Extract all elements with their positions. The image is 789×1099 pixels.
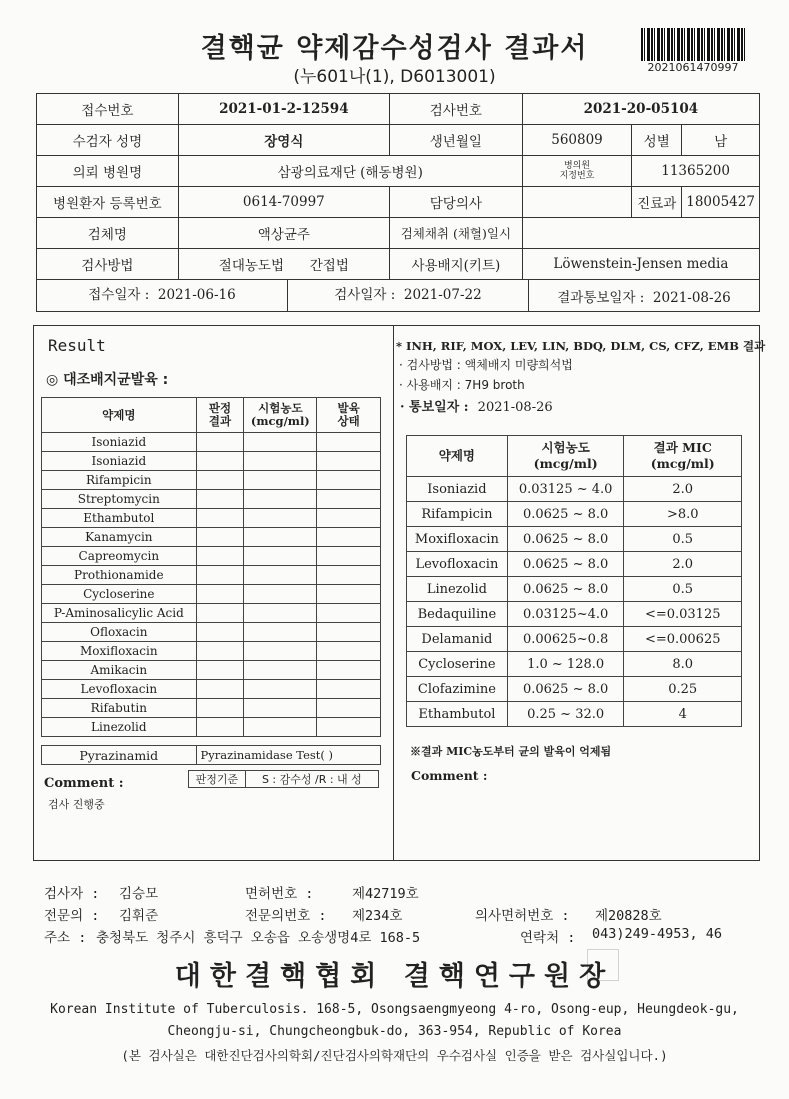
- drug-name: Kanamycin: [42, 528, 197, 547]
- table-row: [42, 566, 381, 585]
- table-row: [42, 433, 381, 452]
- growth-cell: [317, 699, 381, 718]
- mic-result: 4: [624, 702, 742, 727]
- mic-result: 2.0: [624, 477, 742, 502]
- english-address-2: Cheongju-si, Chungcheongbuk-do, 363-954, Republic of Korea: [167, 1024, 622, 1039]
- mic-concentration: 1.0 ~ 128.0: [507, 652, 624, 677]
- left-comment-label: Comment :: [44, 776, 124, 791]
- judge-cell: [196, 452, 244, 471]
- sex-label: 성별: [632, 125, 682, 156]
- judge-cell: [196, 680, 244, 699]
- dates-row: [37, 280, 760, 312]
- results-divider: [393, 325, 394, 861]
- mic-drug-name: Rifampicin: [407, 502, 508, 527]
- organization-name: 대한결핵협회 결핵연구원장: [174, 961, 615, 992]
- drug-name: Ofloxacin: [42, 623, 197, 642]
- control-growth-title: ◎ 대조배지균발육 :: [46, 372, 169, 388]
- mic-result: <=0.00625: [624, 627, 742, 652]
- doctor-license-number: 제20828호: [595, 908, 662, 924]
- report-date-label: · 통보일자 :: [400, 400, 469, 415]
- drug-name: Capreomycin: [42, 547, 197, 566]
- table-row: [407, 502, 742, 527]
- mic-drug-name: Levofloxacin: [407, 552, 508, 577]
- liquid-medium: · 사용배지 : 7H9 broth: [399, 378, 525, 392]
- judge-cell: [196, 661, 244, 680]
- growth-cell: [317, 471, 381, 490]
- table-row: [42, 718, 381, 737]
- conc-cell: [244, 699, 317, 718]
- medium-value: Löwenstein-Jensen media: [522, 249, 759, 280]
- drug-name: Ethambutol: [42, 509, 197, 528]
- judge-cell: [196, 490, 244, 509]
- birth-label: 생년월일: [389, 125, 522, 156]
- license-label: 면허번호 :: [245, 886, 314, 902]
- growth-cell: [317, 623, 381, 642]
- drug-name: Prothionamide: [42, 566, 197, 585]
- english-address-1: Korean Institute of Tuberculosis. 168-5, Osongsaengmyeong 4-ro, Osong-eup, Heungdeok-gu,: [50, 1002, 739, 1017]
- drug-name: Rifabutin: [42, 699, 197, 718]
- drug-name: P-Aminosalicylic Acid: [42, 604, 197, 623]
- pyrazinamid-table: [41, 745, 381, 765]
- examiner-label: 검사자 :: [44, 886, 100, 902]
- growth-cell: [317, 661, 381, 680]
- table-row: [407, 602, 742, 627]
- mic-table: [406, 435, 742, 727]
- doctor-value: [522, 187, 631, 218]
- mic-concentration: 0.0625 ~ 8.0: [507, 552, 624, 577]
- drug-name: Rifampicin: [42, 471, 197, 490]
- patient-name: 장영식: [178, 125, 389, 156]
- growth-cell: [317, 566, 381, 585]
- mic-drug-name: Isoniazid: [407, 477, 508, 502]
- sex-value: 남: [682, 125, 760, 156]
- hospital-name: 삼광의료재단 (해동병원): [178, 156, 522, 187]
- pyrazinamid-drug: Pyrazinamid: [42, 746, 197, 765]
- mic-result: 0.25: [624, 677, 742, 702]
- judge-cell: [196, 623, 244, 642]
- conc-cell: [244, 585, 317, 604]
- col-conc: 시험농도 (mcg/ml): [244, 398, 317, 433]
- right-comment-label: Comment :: [411, 768, 488, 783]
- mic-concentration: 0.0625 ~ 8.0: [507, 502, 624, 527]
- table-row: [42, 604, 381, 623]
- collection-value: [522, 218, 759, 249]
- result-title: Result: [48, 336, 106, 355]
- hospital-code-label: 병의원 지정번호: [522, 156, 631, 187]
- specialist-label: 전문의 :: [44, 908, 100, 924]
- table-row: [407, 702, 742, 727]
- table-row: [42, 661, 381, 680]
- mic-col-drug: 약제명: [407, 436, 508, 477]
- conc-cell: [244, 528, 317, 547]
- table-row: [407, 577, 742, 602]
- patient-no: 0614-70997: [178, 187, 389, 218]
- judge-cell: [196, 585, 244, 604]
- notified-date: 2021-08-26: [652, 289, 731, 306]
- table-row: [407, 677, 742, 702]
- document-title: 결핵균 약제감수성검사 결과서: [200, 33, 589, 64]
- table-row: [407, 552, 742, 577]
- tested-date: 2021-07-22: [403, 287, 482, 303]
- col-drug: 약제명: [42, 398, 197, 433]
- growth-cell: [317, 528, 381, 547]
- contact-label: 연락처 :: [520, 930, 576, 946]
- table-row: [42, 585, 381, 604]
- col-judge: 판정 결과: [196, 398, 244, 433]
- contact-number: 043)249-4953, 46: [592, 926, 723, 942]
- judge-cell: [196, 547, 244, 566]
- certification-note: (본 검사실은 대한진단검사의학회/진단검사의학재단의 우수검사실 인증을 받은 검사실입니다.): [121, 1048, 668, 1063]
- dept-value: 18005427: [682, 187, 760, 218]
- method-value: 절대농도법 간접법: [178, 249, 389, 280]
- hospital-code: 11365200: [632, 156, 760, 187]
- mic-concentration: 0.03125 ~ 4.0: [507, 477, 624, 502]
- table-row: [42, 642, 381, 661]
- mic-result: 8.0: [624, 652, 742, 677]
- conc-cell: [244, 604, 317, 623]
- judge-cell: [196, 528, 244, 547]
- dept-label: 진료과: [632, 187, 682, 218]
- mic-result: <=0.03125: [624, 602, 742, 627]
- specimen-label: 검체명: [37, 218, 179, 249]
- judge-cell: [196, 471, 244, 490]
- exam-no: 2021-20-05104: [522, 94, 759, 125]
- judge-cell: [196, 433, 244, 452]
- mic-note: ※결과 MIC농도부터 균의 발육이 억제됨: [410, 745, 612, 758]
- mic-concentration: 0.00625~0.8: [507, 627, 624, 652]
- table-row: [407, 527, 742, 552]
- mic-drug-name: Moxifloxacin: [407, 527, 508, 552]
- mic-drug-name: Ethambutol: [407, 702, 508, 727]
- conc-cell: [244, 509, 317, 528]
- table-row: [42, 547, 381, 566]
- doctor-label: 담당의사: [389, 187, 522, 218]
- mic-concentration: 0.03125~4.0: [507, 602, 624, 627]
- mic-concentration: 0.0625 ~ 8.0: [507, 527, 624, 552]
- table-row: [42, 528, 381, 547]
- liquid-method: · 검사방법 : 액체배지 미량희석법: [399, 358, 573, 372]
- conc-cell: [244, 547, 317, 566]
- specialist-name: 김휘준: [119, 908, 159, 924]
- growth-cell: [317, 452, 381, 471]
- mic-concentration: 0.25 ~ 32.0: [507, 702, 624, 727]
- mic-drug-name: Bedaquiline: [407, 602, 508, 627]
- criteria-table: [188, 770, 379, 788]
- patient-no-label: 병원환자 등록번호: [37, 187, 179, 218]
- growth-cell: [317, 642, 381, 661]
- drug-name: Amikacin: [42, 661, 197, 680]
- drug-name: Isoniazid: [42, 452, 197, 471]
- growth-cell: [317, 604, 381, 623]
- drug-name: Streptomycin: [42, 490, 197, 509]
- report-date: 2021-08-26: [477, 400, 553, 415]
- specialist-no-label: 전문의번호 :: [245, 908, 327, 924]
- table-row: [407, 477, 742, 502]
- col-growth: 발육 상태: [317, 398, 381, 433]
- report-date-line: [400, 396, 553, 415]
- conc-cell: [244, 623, 317, 642]
- tested-label: 검사일자 :: [334, 287, 396, 303]
- table-row: [42, 699, 381, 718]
- growth-cell: [317, 585, 381, 604]
- birth-date: 560809: [522, 125, 631, 156]
- specialist-number: 제234호: [352, 908, 403, 924]
- table-row: [42, 623, 381, 642]
- solid-drug-table: [41, 397, 381, 737]
- table-row: [407, 627, 742, 652]
- reception-no: 2021-01-2-12594: [178, 94, 389, 125]
- conc-cell: [244, 566, 317, 585]
- mic-drug-name: Cycloserine: [407, 652, 508, 677]
- conc-cell: [244, 661, 317, 680]
- exam-no-label: 검사번호: [389, 94, 522, 125]
- mic-drug-name: Linezolid: [407, 577, 508, 602]
- mic-drug-name: Delamanid: [407, 627, 508, 652]
- drug-name: Cycloserine: [42, 585, 197, 604]
- growth-cell: [317, 718, 381, 737]
- drug-name: Moxifloxacin: [42, 642, 197, 661]
- collection-label: 검체채취 (채혈)일시: [389, 218, 522, 249]
- liquid-drug-list: * INH, RIF, MOX, LEV, LIN, BDQ, DLM, CS, CFZ, EMB 결과: [396, 339, 766, 353]
- conc-cell: [244, 471, 317, 490]
- examiner-name: 김승모: [119, 886, 159, 902]
- reception-no-label: 접수번호: [37, 94, 179, 125]
- mic-col-conc: 시험농도 (mcg/ml): [507, 436, 624, 477]
- criteria-value: S : 감수성 /R : 내 성: [245, 771, 378, 788]
- growth-cell: [317, 433, 381, 452]
- drug-name: Levofloxacin: [42, 680, 197, 699]
- judge-cell: [196, 699, 244, 718]
- table-row: [407, 652, 742, 677]
- hospital-label: 의뢰 병원명: [37, 156, 179, 187]
- table-row: [42, 452, 381, 471]
- patient-info-table: [36, 93, 760, 312]
- judge-cell: [196, 642, 244, 661]
- growth-cell: [317, 680, 381, 699]
- method-label: 검사방법: [37, 249, 179, 280]
- judge-cell: [196, 718, 244, 737]
- growth-cell: [317, 547, 381, 566]
- judge-cell: [196, 566, 244, 585]
- judge-cell: [196, 509, 244, 528]
- table-row: [42, 490, 381, 509]
- table-row: [42, 509, 381, 528]
- criteria-label: 판정기준: [189, 771, 246, 788]
- left-comment-text: 검사 진행중: [48, 798, 105, 811]
- specimen-value: 액상균주: [178, 218, 389, 249]
- conc-cell: [244, 433, 317, 452]
- document-code: (누601나(1), D6013001): [293, 67, 496, 87]
- conc-cell: [244, 452, 317, 471]
- pyrazinamidase-test: Pyrazinamidase Test( ): [196, 746, 380, 765]
- mic-col-result: 결과 MIC (mcg/ml): [624, 436, 742, 477]
- notified-label: 결과통보일자 :: [557, 289, 645, 306]
- barcode-icon: [641, 28, 745, 61]
- mic-result: 0.5: [624, 577, 742, 602]
- mic-drug-name: Clofazimine: [407, 677, 508, 702]
- mic-result: >8.0: [624, 502, 742, 527]
- name-label: 수검자 성명: [37, 125, 179, 156]
- judge-cell: [196, 604, 244, 623]
- conc-cell: [244, 490, 317, 509]
- growth-cell: [317, 509, 381, 528]
- drug-name: Isoniazid: [42, 433, 197, 452]
- mic-concentration: 0.0625 ~ 8.0: [507, 577, 624, 602]
- table-row: [42, 680, 381, 699]
- conc-cell: [244, 718, 317, 737]
- address: 충청북도 청주시 흥덕구 오송읍 오송생명4로 168-5: [96, 930, 421, 946]
- barcode-number: 2021061470997: [647, 61, 739, 74]
- mic-result: 2.0: [624, 552, 742, 577]
- conc-cell: [244, 642, 317, 661]
- medium-label: 사용배지(키트): [389, 249, 522, 280]
- conc-cell: [244, 680, 317, 699]
- drug-name: Linezolid: [42, 718, 197, 737]
- mic-result: 0.5: [624, 527, 742, 552]
- table-row: [42, 471, 381, 490]
- license-number: 제42719호: [352, 886, 419, 902]
- growth-cell: [317, 490, 381, 509]
- mic-concentration: 0.0625 ~ 8.0: [507, 677, 624, 702]
- received-label: 접수일자 :: [88, 287, 150, 303]
- received-date: 2021-06-16: [157, 287, 236, 303]
- doctor-license-label: 의사면허번호 :: [475, 908, 570, 924]
- address-label: 주소 :: [44, 930, 87, 946]
